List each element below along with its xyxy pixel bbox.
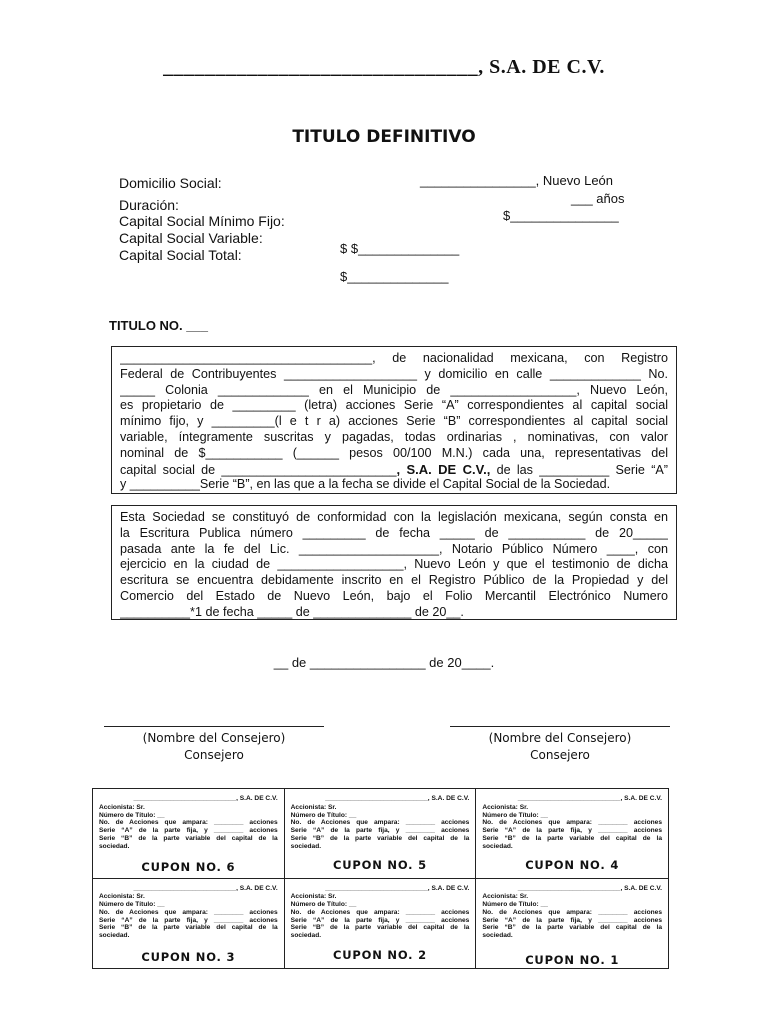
coupon-sociedad: sociedad. — [99, 932, 130, 940]
coupon-company: ____________________________, S.A. DE C.V. — [325, 795, 470, 802]
coupon-label: CUPON NO. 2 — [333, 948, 427, 963]
serie-a-text: de las __________ Serie “A” — [490, 462, 668, 477]
duracion-value: ___ años — [571, 191, 625, 206]
paragraph-line: nominal de $___________ (______ pesos 00/100 M.N.) cada una, representativas del — [120, 445, 668, 460]
coupon-numero-titulo: Número de Título: __ — [290, 811, 357, 819]
coupon-sociedad: sociedad. — [482, 842, 513, 850]
coupon-serie-a: Serie “A” de la parte fija, y ________ acciones — [99, 916, 278, 924]
coupon-serie-a: Serie “A” de la parte fija, y ________ acciones — [482, 827, 662, 835]
paragraph-line: la Escritura Publica número _________ de fecha _____ de ___________ de 20_____ — [120, 525, 668, 540]
coupon-accionista: Accionista: Sr. — [290, 803, 337, 811]
coupon-serie-a: Serie “A” de la parte fija, y ________ acciones — [290, 827, 470, 835]
coupons-grid — [92, 788, 669, 969]
company-name-line: ______________________________, S.A. DE C.V. — [163, 56, 605, 78]
signature-rule — [104, 726, 324, 727]
coupon-serie-a: Serie “A” de la parte fija, y ________ acciones — [99, 827, 278, 835]
paragraph-line: escritura se encuentra debidamente inscrito en el Registro Público de la Propiedad y del — [120, 573, 668, 588]
ownership-paragraph-box — [111, 346, 677, 494]
paragraph-line — [120, 462, 668, 478]
coupon-2 — [285, 879, 477, 969]
coupon-company: ____________________________, S.A. DE C.V. — [133, 884, 278, 892]
date-line: __ de ________________ de 20____. — [273, 655, 495, 670]
coupon-6 — [93, 789, 285, 879]
coupon-serie-b: Serie “B” de la parte variable del capital de la — [99, 924, 278, 932]
signature-right — [450, 726, 670, 762]
coupon-accionista: Accionista: Sr. — [290, 893, 337, 901]
coupon-acciones: No. de Acciones que ampara: ________ acciones — [99, 819, 278, 827]
paragraph-line: es propietario de _________ (letra) acciones Serie “A” correspondientes al capital social — [120, 398, 668, 413]
paragraph-line: ____________________________________, de nacionalidad mexicana, con Registro — [120, 351, 668, 365]
coupon-serie-b: Serie “B” de la parte variable del capital de la — [290, 924, 470, 932]
coupon-numero-titulo: Número de Título: __ — [99, 811, 165, 819]
paragraph-line: ejercicio en la ciudad de __________________, Nuevo León y que el testimonio de dicha — [120, 557, 668, 572]
capital-minimo-label: Capital Social Mínimo Fijo: — [119, 213, 285, 229]
coupon-serie-a: Serie “A” de la parte fija, y ________ acciones — [290, 916, 470, 924]
coupon-numero-titulo: Número de Título: __ — [482, 901, 548, 909]
capital-minimo-value: $_______________ — [503, 208, 619, 223]
coupon-acciones: No. de Acciones que ampara: ________ acciones — [482, 819, 662, 827]
coupon-3 — [93, 879, 285, 969]
paragraph-line: pasada ante la fe del Lic. ____________________, Notario Público Número ____, con — [120, 541, 668, 556]
signature-left — [104, 726, 324, 762]
coupon-serie-b: Serie “B” de la parte variable del capital de la — [482, 924, 662, 932]
capital-variable-label: Capital Social Variable: — [119, 230, 263, 246]
company-suffix-bold: , S.A. DE C.V., — [396, 461, 491, 477]
paragraph-line: y __________Serie “B”, en las que a la fecha se divide el Capital Social de la Sociedad. — [120, 477, 611, 492]
titulo-number: TITULO NO. ___ — [109, 318, 208, 333]
duracion-label: Duración: — [119, 197, 179, 213]
capital-total-value: $______________ — [340, 269, 449, 284]
coupon-1 — [476, 879, 668, 969]
coupon-label: CUPON NO. 6 — [141, 859, 236, 874]
incorporation-paragraph-box — [111, 505, 677, 620]
coupon-company: ____________________________, S.A. DE C.V. — [133, 795, 278, 802]
coupon-label: CUPON NO. 5 — [333, 857, 427, 872]
document-title: TITULO DEFINITIVO — [292, 127, 476, 147]
paragraph-line: variable, íntegramente suscritas y pagadas, todas ordinarias , nominativas, con valor — [120, 429, 668, 444]
coupon-acciones: No. de Acciones que ampara: ________ acciones — [99, 908, 278, 916]
consejero-role: Consejero — [184, 748, 244, 762]
capital-variable-value: $ $______________ — [340, 241, 460, 256]
coupon-sociedad: sociedad. — [290, 932, 322, 940]
coupon-serie-b: Serie “B” de la parte variable del capital de la — [482, 834, 662, 842]
coupon-serie-b: Serie “B” de la parte variable del capital de la — [99, 834, 278, 842]
domicilio-label: Domicilio Social: — [119, 175, 222, 191]
coupon-company: ____________________________, S.A. DE C.V. — [325, 884, 470, 892]
paragraph-line: Esta Sociedad se constituyó de conformidad con la legislación mexicana, según consta en — [120, 510, 668, 524]
coupon-5 — [285, 789, 477, 879]
paragraph-line: __________*1 de fecha _____ de ______________ de 20__. — [120, 604, 464, 619]
coupon-company: ____________________________, S.A. DE C.V. — [517, 884, 662, 892]
coupon-numero-titulo: Número de Título: __ — [482, 811, 548, 819]
paragraph-line: _____ Colonia _____________ en el Municipio de __________________, Nuevo León, — [120, 382, 668, 397]
coupon-accionista: Accionista: Sr. — [482, 803, 529, 811]
coupon-label: CUPON NO. 3 — [141, 950, 236, 965]
consejero-name-placeholder: (Nombre del Consejero) — [488, 731, 632, 745]
coupon-acciones: No. de Acciones que ampara: ________ acciones — [290, 819, 470, 827]
coupon-sociedad: sociedad. — [99, 842, 130, 850]
paragraph-line: mínimo fijo, y _________(l e t r a) acciones Serie “B” correspondientes al capital social — [120, 414, 668, 429]
coupon-serie-a: Serie “A” de la parte fija, y ________ acciones — [482, 916, 662, 924]
consejero-role: Consejero — [530, 748, 590, 762]
coupon-label: CUPON NO. 4 — [525, 857, 620, 872]
capital-social-text: capital social de _________________________ — [120, 462, 397, 477]
coupon-acciones: No. de Acciones que ampara: ________ acciones — [290, 908, 470, 916]
coupon-sociedad: sociedad. — [290, 842, 322, 850]
signature-rule — [450, 726, 670, 727]
coupon-serie-b: Serie “B” de la parte variable del capital de la — [290, 834, 470, 842]
paragraph-line: Comercio del Estado de Nuevo León, bajo el Folio Mercantil Electrónico Numero — [120, 588, 668, 603]
coupon-numero-titulo: Número de Título: __ — [290, 901, 357, 909]
coupon-accionista: Accionista: Sr. — [99, 803, 145, 811]
domicilio-value: ________________, Nuevo León — [420, 173, 614, 188]
coupon-accionista: Accionista: Sr. — [99, 893, 145, 901]
coupon-acciones: No. de Acciones que ampara: ________ acciones — [482, 908, 662, 916]
consejero-name-placeholder: (Nombre del Consejero) — [142, 731, 286, 745]
coupon-accionista: Accionista: Sr. — [482, 893, 529, 901]
coupon-label: CUPON NO. 1 — [525, 953, 620, 968]
coupon-sociedad: sociedad. — [482, 932, 513, 940]
coupon-4 — [476, 789, 668, 879]
coupon-company: ____________________________, S.A. DE C.V. — [517, 795, 662, 802]
capital-total-label: Capital Social Total: — [119, 247, 242, 263]
paragraph-line: Federal de Contribuyentes ___________________ y domicilio en calle _____________ No. — [120, 366, 668, 381]
coupon-numero-titulo: Número de Título: __ — [99, 901, 165, 909]
